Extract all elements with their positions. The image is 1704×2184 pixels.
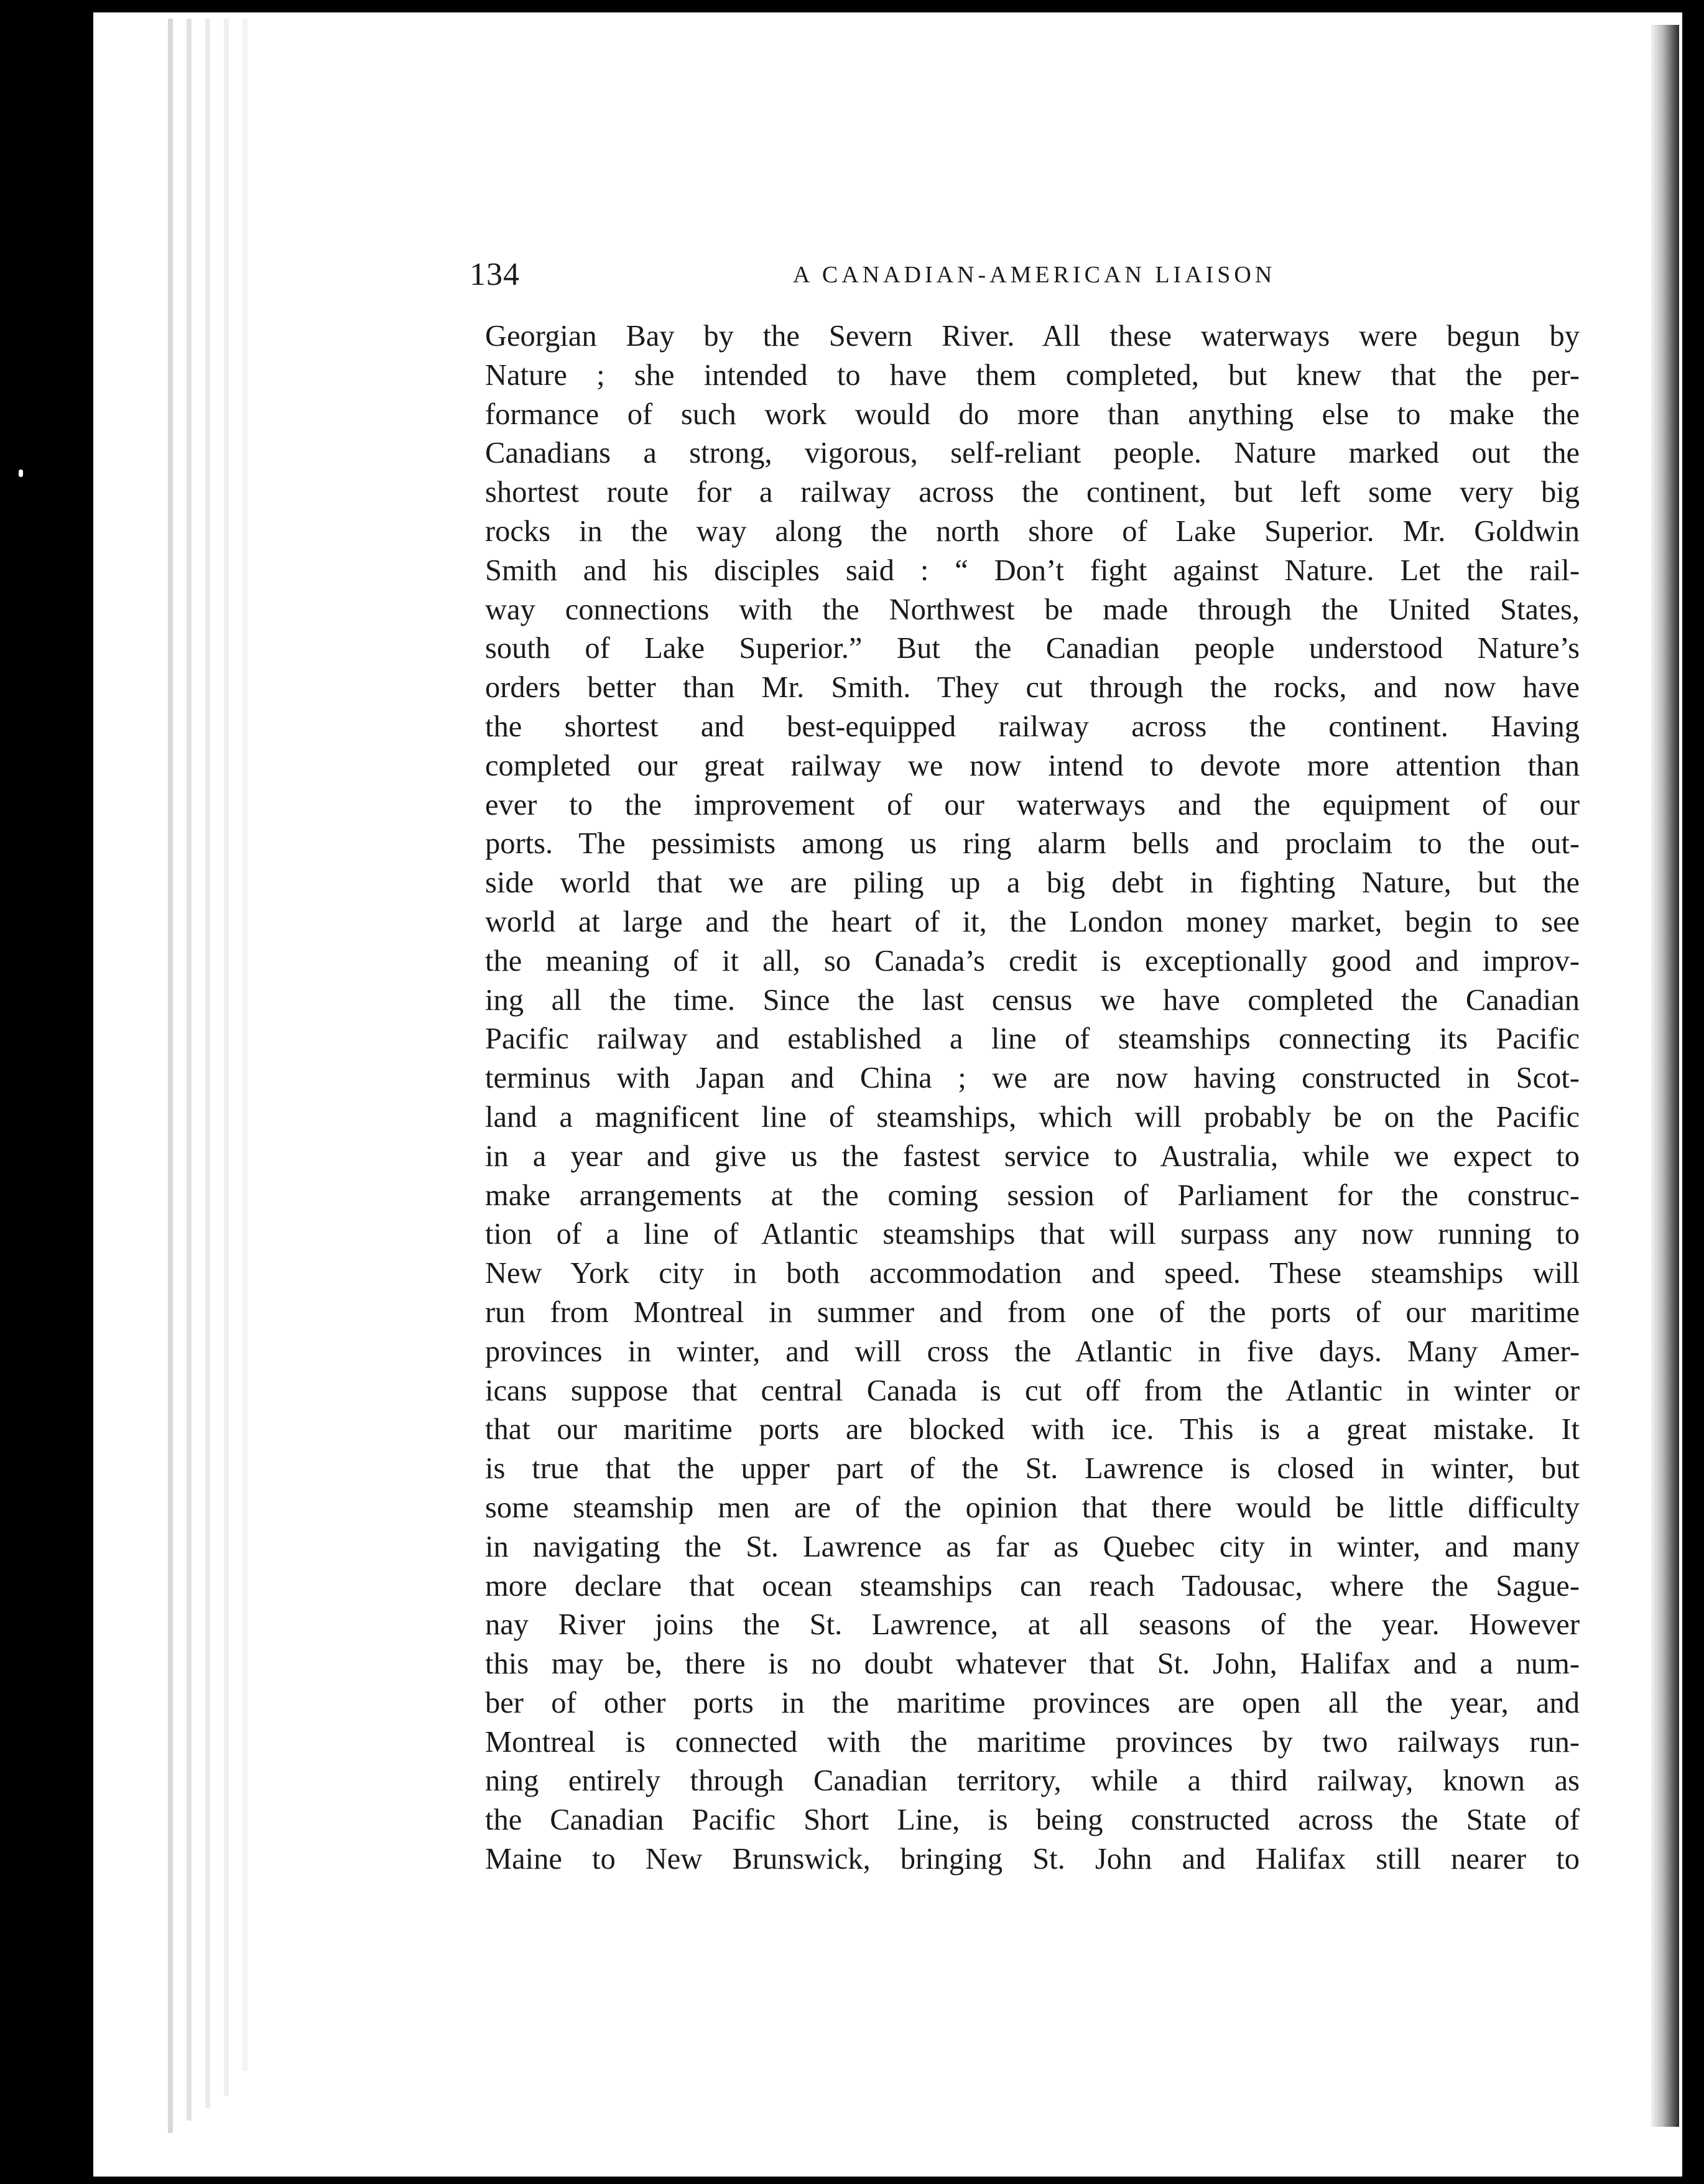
text-line: land a magnificent line of steamships, which will probably be on the Pacific bbox=[485, 1100, 1580, 1134]
page-edge bbox=[205, 19, 210, 2108]
text-line: world at large and the heart of it, the London money market, begin to see bbox=[485, 905, 1580, 938]
text-line: ever to the improvement of our waterways and the equipment of our bbox=[485, 788, 1580, 821]
text-line: more declare that ocean steamships can reach Tadousac, where the Sague- bbox=[485, 1569, 1580, 1603]
text-line: in navigating the St. Lawrence as far as Quebec city in winter, and many bbox=[485, 1530, 1580, 1563]
text-line: shortest route for a railway across the continent, but left some very big bbox=[485, 476, 1580, 509]
scan-speck bbox=[19, 470, 23, 477]
binding-shadow bbox=[1651, 25, 1679, 2127]
text-line: Georgian Bay by the Severn River. All these waterways were begun by bbox=[485, 320, 1580, 353]
text-line: Pacific railway and established a line of steamships connecting its Pacific bbox=[485, 1022, 1580, 1056]
text-line: Smith and his disciples said : “ Don’t fight against Nature. Let the rail- bbox=[485, 553, 1580, 587]
text-line: side world that we are piling up a big debt in fighting Nature, but the bbox=[485, 866, 1580, 900]
page-edge bbox=[243, 19, 248, 2071]
text-line: some steamship men are of the opinion that there would be little difficulty bbox=[485, 1491, 1580, 1524]
text-line: terminus with Japan and China ; we are now having constructed in Scot- bbox=[485, 1062, 1580, 1095]
text-line: the meaning of it all, so Canada’s credit is exceptionally good and improv- bbox=[485, 944, 1580, 978]
text-line: formance of such work would do more than anything else to make the bbox=[485, 397, 1580, 431]
text-line: icans suppose that central Canada is cut off from the Atlantic in winter or bbox=[485, 1374, 1580, 1407]
text-line: ing all the time. Since the last census we have completed the Canadian bbox=[485, 983, 1580, 1017]
text-line: run from Montreal in summer and from one of the ports of our maritime bbox=[485, 1295, 1580, 1329]
running-head bbox=[470, 256, 1645, 294]
text-line: in a year and give us the fastest service to Australia, while we expect to bbox=[485, 1139, 1580, 1173]
text-line: nay River joins the St. Lawrence, at all seasons of the year. However bbox=[485, 1608, 1580, 1642]
text-line: ning entirely through Canadian territory, while a third railway, known as bbox=[485, 1764, 1580, 1798]
page-edge bbox=[187, 19, 192, 2121]
running-title: A CANADIAN-AMERICAN LIAISON bbox=[793, 262, 1276, 288]
text-line: Montreal is connected with the maritime provinces by two railways run- bbox=[485, 1725, 1580, 1759]
body-text bbox=[485, 317, 1580, 1879]
page-edge bbox=[224, 19, 229, 2096]
text-line: is true that the upper part of the St. Lawrence is closed in winter, but bbox=[485, 1452, 1580, 1486]
text-line: Nature ; she intended to have them completed, but knew that the per- bbox=[485, 358, 1580, 392]
text-line: Maine to New Brunswick, bringing St. John and Halifax still nearer to bbox=[485, 1843, 1580, 1876]
text-line: the Canadian Pacific Short Line, is being constructed across the State of bbox=[485, 1803, 1580, 1837]
page-edge bbox=[168, 19, 173, 2133]
text-line: that our maritime ports are blocked with ice. This is a great mistake. It bbox=[485, 1413, 1580, 1446]
text-line: the shortest and best-equipped railway across the continent. Having bbox=[485, 710, 1580, 743]
text-line: ports. The pessimists among us ring alarm bells and proclaim to the out- bbox=[485, 827, 1580, 861]
page-number: 134 bbox=[470, 257, 520, 292]
text-line: make arrangements at the coming session of Parliament for the construc- bbox=[485, 1178, 1580, 1212]
text-line: provinces in winter, and will cross the Atlantic in five days. Many Amer- bbox=[485, 1335, 1580, 1368]
text-line: this may be, there is no doubt whatever that St. John, Halifax and a num- bbox=[485, 1647, 1580, 1681]
text-line: Canadians a strong, vigorous, self-reliant people. Nature marked out the bbox=[485, 437, 1580, 470]
text-line: New York city in both accommodation and speed. These steamships will bbox=[485, 1257, 1580, 1290]
text-line: rocks in the way along the north shore of Lake Superior. Mr. Goldwin bbox=[485, 514, 1580, 548]
text-line: completed our great railway we now intend to devote more attention than bbox=[485, 749, 1580, 782]
text-line: south of Lake Superior.” But the Canadian people understood Nature’s bbox=[485, 632, 1580, 665]
text-line: tion of a line of Atlantic steamships that will surpass any now running to bbox=[485, 1218, 1580, 1251]
text-line: ber of other ports in the maritime provinces are open all the year, and bbox=[485, 1686, 1580, 1719]
text-line: orders better than Mr. Smith. They cut through the rocks, and now have bbox=[485, 671, 1580, 705]
text-line: way connections with the Northwest be made through the United States, bbox=[485, 593, 1580, 626]
